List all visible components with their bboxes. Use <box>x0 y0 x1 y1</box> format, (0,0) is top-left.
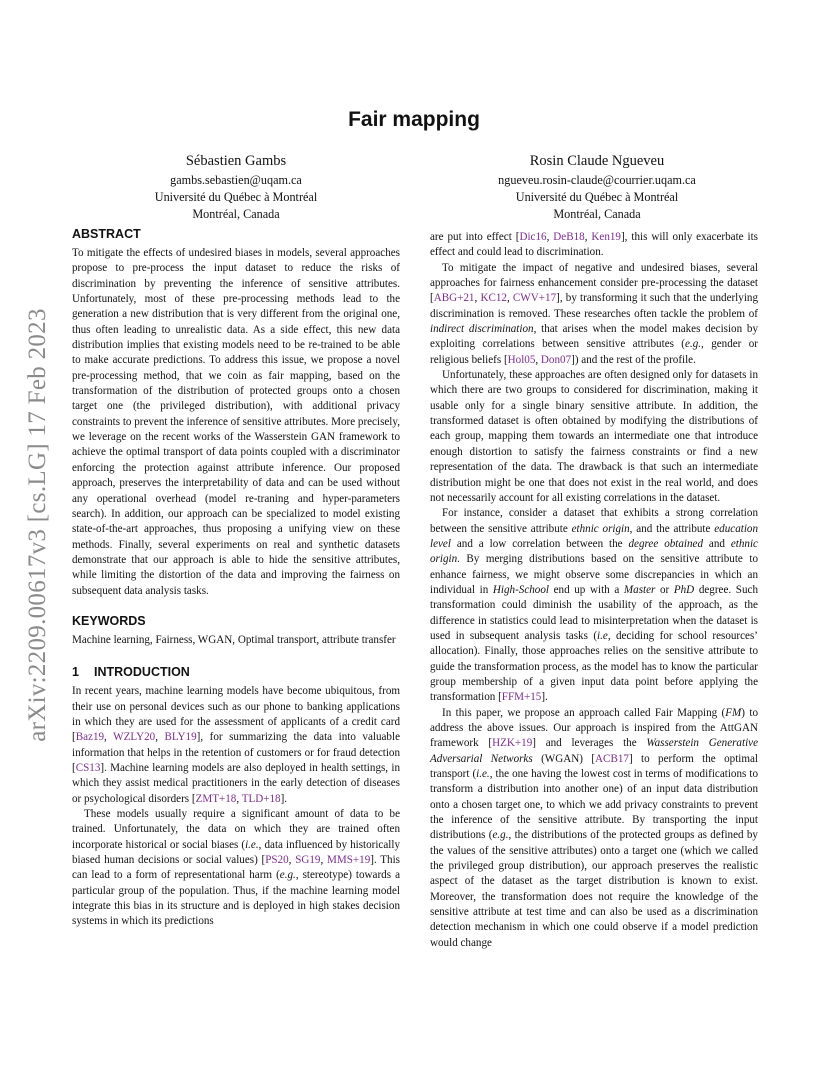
citation-link[interactable]: PS20 <box>265 854 289 867</box>
citation-link[interactable]: FFM+15 <box>501 691 542 704</box>
citation-link[interactable]: WZLY20 <box>113 731 156 744</box>
arxiv-identifier-stamp <box>18 290 58 760</box>
citation-link[interactable]: KC12 <box>480 292 507 305</box>
author-email: ngueveu.rosin-claude@courrier.uqam.ca <box>498 173 696 187</box>
citation-link[interactable]: MMS+19 <box>327 854 371 867</box>
author-affiliation: Université du Québec à Montréal <box>154 190 318 204</box>
left-column <box>72 226 400 930</box>
citation-link[interactable]: HZK+19 <box>492 737 533 750</box>
author-affiliation: Université du Québec à Montréal <box>515 190 679 204</box>
citation-link[interactable]: ZMT+18 <box>195 792 237 805</box>
citation-link[interactable]: CWV+17 <box>512 292 557 305</box>
citation-link[interactable]: SG19 <box>295 854 321 867</box>
paper-title: Fair mapping <box>348 108 480 131</box>
author-name: Rosin Claude Ngueveu <box>529 153 665 169</box>
body-paragraph-2: To mitigate the impact of negative and undesired biases, several approaches for fairness enhancement consider pre-processing the dataset [ABG+21, KC12, CWV+17], by transforming it such that the underlying discrimination is removed. These researches often tackle the problem of indirect discrimination, that arises when the model makes decision by exploiting correlations between sensitive attributes (e.g., gender or religious beliefs [Hol05, Don07]) and the rest of the profile. <box>430 261 759 366</box>
section-title: INTRODUCTION <box>94 665 190 680</box>
body-paragraph-1: are put into effect [Dic16, DeB18, Ken19], this will only exacerbate its effect and could lead to discrimination. <box>430 231 758 259</box>
author-block-1 <box>71 150 401 223</box>
author-name: Sébastien Gambs <box>185 153 287 169</box>
citation-link[interactable]: Ken19 <box>591 231 621 243</box>
intro-paragraph-2: These models usually require a significant amount of data to be trained. Unfortunately, the data on which they are trained often incorporate historical or social biases (i.e., data influenced by historically biased human decisions or social values) [PS20, SG19, MMS+19]. This can lead to a form of representational harm (e.g., stereotype) towards a particular group of the population. Thus, if the machine learning model integrate this bias in its structure and is deployed in high stakes decision systems in which its predictions <box>72 808 400 928</box>
keywords-heading: KEYWORDS <box>72 613 146 628</box>
right-column <box>430 230 758 951</box>
citation-link[interactable]: CS13 <box>75 761 101 774</box>
abstract-text: To mitigate the effects of undesired biases in models, several approaches propose to pre-process the input dataset to reduce the risks of discrimination by preventing the inference of sensitive attributes. Unfortunately, most of these pre-processing methods lead to the generation a new distribution that is very different from the original one, thus often leading to unrealistic data. As a side effect, this new data distribution implies that existing models need to be re-trained to be able to make accurate predictions. To address this issue, we propose a novel pre-processing method, that we coin as fair mapping, based on the transformation of the distribution of protected groups onto a chosen target one (the privileged distribution), with additional privacy constraints to prevent the inference of sensitive attributes. More precisely, we leverage on the recent works of the Wasserstein GAN framework to achieve the optimal transport of data points coupled with a discriminator enforcing the protection against attribute inference. Our proposed approach, preserves the interpretability of data and can be used without any operational overhead (model re-traning and hyper-parameters search). In addition, our approach can be specialized to model existing state-of-the-art approaches, thus proposing a unifying view on these methods. Finally, several experiments on real and synthetic datasets demonstrate that our approach is able to hide the sensitive attributes, while limiting the distortion of the data and improving the fairness on subsequent data analysis tasks. <box>72 247 400 597</box>
body-paragraph-4: For instance, consider a dataset that exhibits a strong correlation between the sensitive attribute ethnic origin, and the attribute education level and a low correlation between the degree obtained and ethnic origin. By merging distributions based on the sensitive attribute to enhance fairness, we might observe some discrepancies in which an individual in High-School end up with a Master or PhD degree. Such transformation could diminish the usability of the approach, as the difference in statistics could lead to misinterpretation when the dataset is used in subsequent analysis tasks (i.e, deciding for school resources’ allocation). Finally, those approaches relies on the sensitive attribute to guide the transformation process, as the model has to know the particular group membership of a given input data point before applying the transformation [FFM+15]. <box>430 507 758 704</box>
citation-link[interactable]: Baz19 <box>75 731 105 744</box>
citation-link[interactable]: Don07 <box>540 353 572 366</box>
author-block-2 <box>432 150 762 223</box>
citation-link[interactable]: Hol05 <box>507 353 536 366</box>
body-paragraph-3: Unfortunately, these approaches are often designed only for datasets in which there are two groups to considered for discrimination, making it usable only for a single binary sensitive attribute. In addition, the transformed dataset is often obtained by modifying the distributions of each group, mapping them towards an intermediate one that introduce enough distortion to satisfy the fairness constraints or find a new representation of the data. The drawback is that such an intermediate distribution might be one that does not exist in the real world, and does not necessarily account for all existing correlations in the dataset. <box>430 369 758 504</box>
keywords-text: Machine learning, Fairness, WGAN, Optimal transport, attribute transfer <box>72 633 396 646</box>
citation-link[interactable]: DeB18 <box>553 231 585 243</box>
intro-paragraph-1: In recent years, machine learning models have become ubiquitous, from their use on personal devices such as our phone to banking applications in which they are used for the assessment of applicants of a credit card [Baz19, WZLY20, BLY19], for summarizing the data into valuable information that helps in the retention of customers or for fraud detection [CS13]. Machine learning models are also deployed in health settings, in which they assist medical practitioners in the early detection of diseases or psychological disorders [ZMT+18, TLD+18]. <box>72 685 400 805</box>
author-location: Montréal, Canada <box>192 207 280 221</box>
abstract-heading: ABSTRACT <box>72 227 141 241</box>
body-paragraph-5: In this paper, we propose an approach called Fair Mapping (FM) to address the above issues. Our approach is inspired from the AttGAN framework [HZK+19] and leverages the Wasserstein Generative Adversarial Networks (WGAN) [ACB17] to perform the optimal transport (i.e., the one having the lowest cost in terms of modifications to transform a distribution into another one) of an input data distribution onto a chosen target one, to which we add privacy constraints to prevent the inference of the sensitive attribute. By transporting the input distributions (e.g., the distributions of the protected groups as defined by the values of the sensitive attributes) onto a target one (which we called the privileged group distribution), our approach preserves the realistic aspect of the dataset as the target distribution is known to exist. Moreover, the transformation does not require the knowledge of the sensitive attribute at test time and can also be used as a discrimination detection mechanism in which one could observe if a model prediction would change <box>430 706 758 949</box>
citation-link[interactable]: ACB17 <box>595 752 629 765</box>
author-email: gambs.sebastien@uqam.ca <box>170 173 302 187</box>
arxiv-identifier-text: arXiv:2209.00617v3 [cs.LG] 17 Feb 2023 <box>24 308 51 742</box>
citation-link[interactable]: Dic16 <box>519 231 547 243</box>
citation-link[interactable]: BLY19 <box>164 731 197 744</box>
citation-link[interactable]: ABG+21 <box>433 292 475 305</box>
citation-link[interactable]: TLD+18 <box>241 792 281 805</box>
introduction-heading <box>72 664 400 680</box>
author-location: Montréal, Canada <box>553 207 641 221</box>
section-number: 1 <box>72 665 79 680</box>
